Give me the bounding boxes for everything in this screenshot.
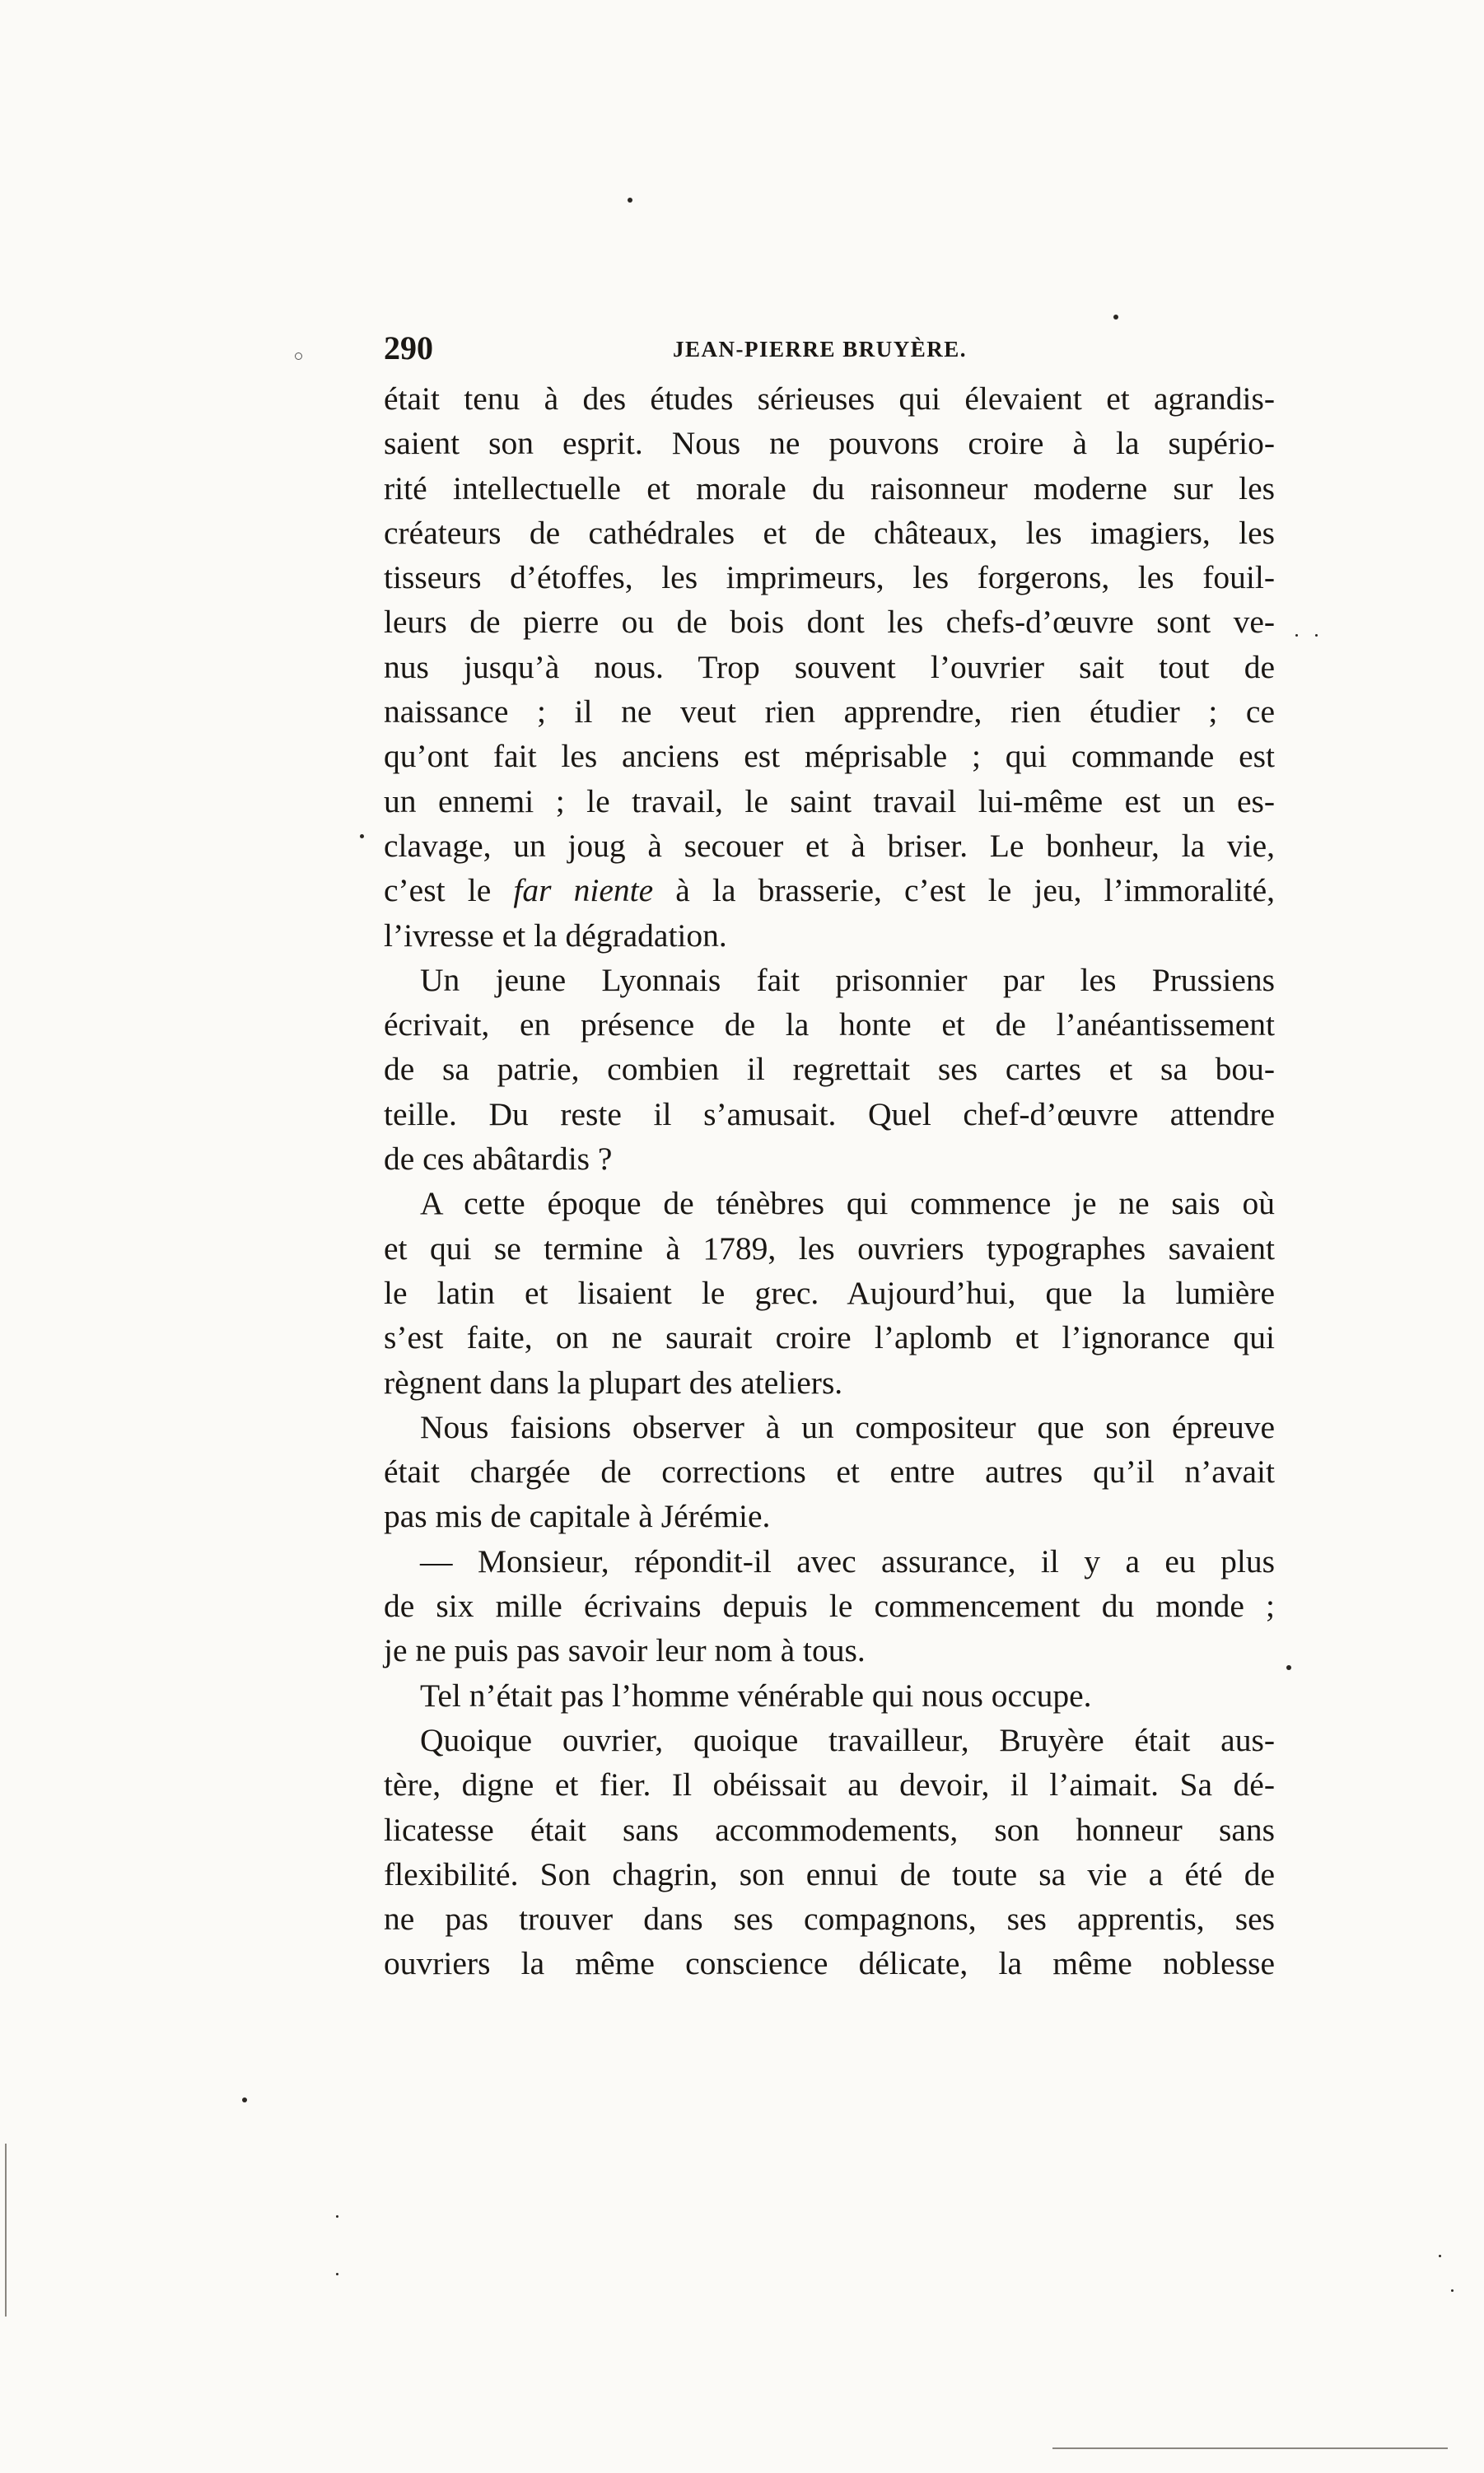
scan-edge-line — [1052, 2447, 1448, 2449]
text-line: de six mille écrivains depuis le commencement du monde ; — [384, 1588, 1275, 1625]
text-line: pas mis de capitale à Jérémie. — [384, 1498, 771, 1535]
text-line: et qui se termine à 1789, les ouvriers typographes savaient — [384, 1230, 1275, 1267]
text-line: rité intellectuelle et morale du raisonneur moderne sur les — [384, 469, 1275, 506]
text-line: ne pas trouver dans ses compagnons, ses apprentis, ses — [384, 1901, 1275, 1938]
paragraph-start: Un jeune Lyonnais fait prisonnier par les Prussiens — [420, 961, 1275, 998]
text-line: saient son esprit. Nous ne pouvons croire à la supério- — [384, 425, 1275, 462]
text-line: écrivait, en présence de la honte et de l’anéantissement — [384, 1006, 1275, 1043]
page-header — [384, 328, 1275, 369]
scan-speck — [336, 2273, 338, 2275]
scan-speck — [628, 198, 632, 203]
text-line: l’ivresse et la dégradation. — [384, 917, 727, 954]
text-line: règnent dans la plupart des ateliers. — [384, 1364, 843, 1401]
scan-speck — [1451, 2289, 1454, 2292]
text-line: licatesse était sans accommodements, son honneur sans — [384, 1811, 1275, 1848]
scan-speck — [336, 2215, 338, 2218]
text-line: était chargée de corrections et entre autres qu’il n’avait — [384, 1453, 1275, 1491]
text-line: était tenu à des études sérieuses qui élevaient et agrandis- — [384, 380, 1275, 417]
text-line: leurs de pierre ou de bois dont les chefs-d’œuvre sont ve- — [384, 604, 1275, 641]
scan-speck — [295, 352, 302, 360]
scan-speck — [1439, 2255, 1441, 2257]
text-line: ouvriers la même conscience délicate, la même noblesse — [384, 1945, 1275, 1982]
text-line: créateurs de cathédrales et de châteaux, les imagiers, les — [384, 514, 1275, 551]
text-line: un ennemi ; le travail, le saint travail lui-même est un es- — [384, 782, 1275, 819]
paragraph-start: Nous faisions observer à un compositeur que son épreuve — [420, 1408, 1275, 1445]
text-line: de sa patrie, combien il regrettait ses cartes et sa bou- — [384, 1051, 1275, 1088]
page-number: 290 — [384, 329, 433, 366]
text-line: le latin et lisaient le grec. Aujourd’hui, que la lumière — [384, 1274, 1275, 1311]
text-segment: à la brasserie, c’est le jeu, l’immoralité, — [653, 872, 1275, 909]
text-line: de ces abâtardis ? — [384, 1141, 613, 1178]
scan-speck — [1295, 634, 1298, 637]
text-line: tisseurs d’étoffes, les imprimeurs, les forgerons, les fouil- — [384, 559, 1275, 596]
paragraph-start: Quoique ouvrier, quoique travailleur, Bruyère était aus- — [420, 1721, 1275, 1758]
scan-edge-line — [5, 2144, 7, 2317]
paragraph-start: — Monsieur, répondit-il avec assurance, il y a eu plus — [420, 1542, 1275, 1579]
scan-speck — [360, 834, 364, 838]
italic-phrase: far niente — [513, 872, 654, 909]
text-line-italic-phrase — [384, 868, 1275, 912]
paragraph-start: Tel n’était pas l’homme vénérable qui nous occupe. — [420, 1677, 1092, 1714]
scan-speck — [1286, 1665, 1291, 1670]
text-segment: c’est le — [384, 872, 514, 909]
text-line: nus jusqu’à nous. Trop souvent l’ouvrier sait tout de — [384, 648, 1275, 685]
running-title: JEAN-PIERRE BRUYÈRE. — [673, 337, 968, 362]
text-line: flexibilité. Son chagrin, son ennui de toute sa vie a été de — [384, 1855, 1275, 1892]
paragraph-start: A cette époque de ténèbres qui commence je ne sais où — [420, 1185, 1275, 1222]
scan-speck — [242, 2097, 247, 2102]
text-line: s’est faite, on ne saurait croire l’aplomb et l’ignorance qui — [384, 1319, 1275, 1356]
text-line: qu’ont fait les anciens est méprisable ; qui commande est — [384, 738, 1275, 775]
body-text — [384, 376, 1275, 1986]
text-line: je ne puis pas savoir leur nom à tous. — [384, 1632, 866, 1669]
scan-speck — [1315, 634, 1318, 637]
text-line: teille. Du reste il s’amusait. Quel chef-d’œuvre attendre — [384, 1095, 1275, 1132]
text-line: naissance ; il ne veut rien apprendre, rien étudier ; ce — [384, 693, 1275, 730]
text-line: tère, digne et fier. Il obéissait au devoir, il l’aimait. Sa dé- — [384, 1766, 1275, 1803]
text-line: clavage, un joug à secouer et à briser. Le bonheur, la vie, — [384, 827, 1275, 864]
scan-speck — [1113, 315, 1118, 320]
